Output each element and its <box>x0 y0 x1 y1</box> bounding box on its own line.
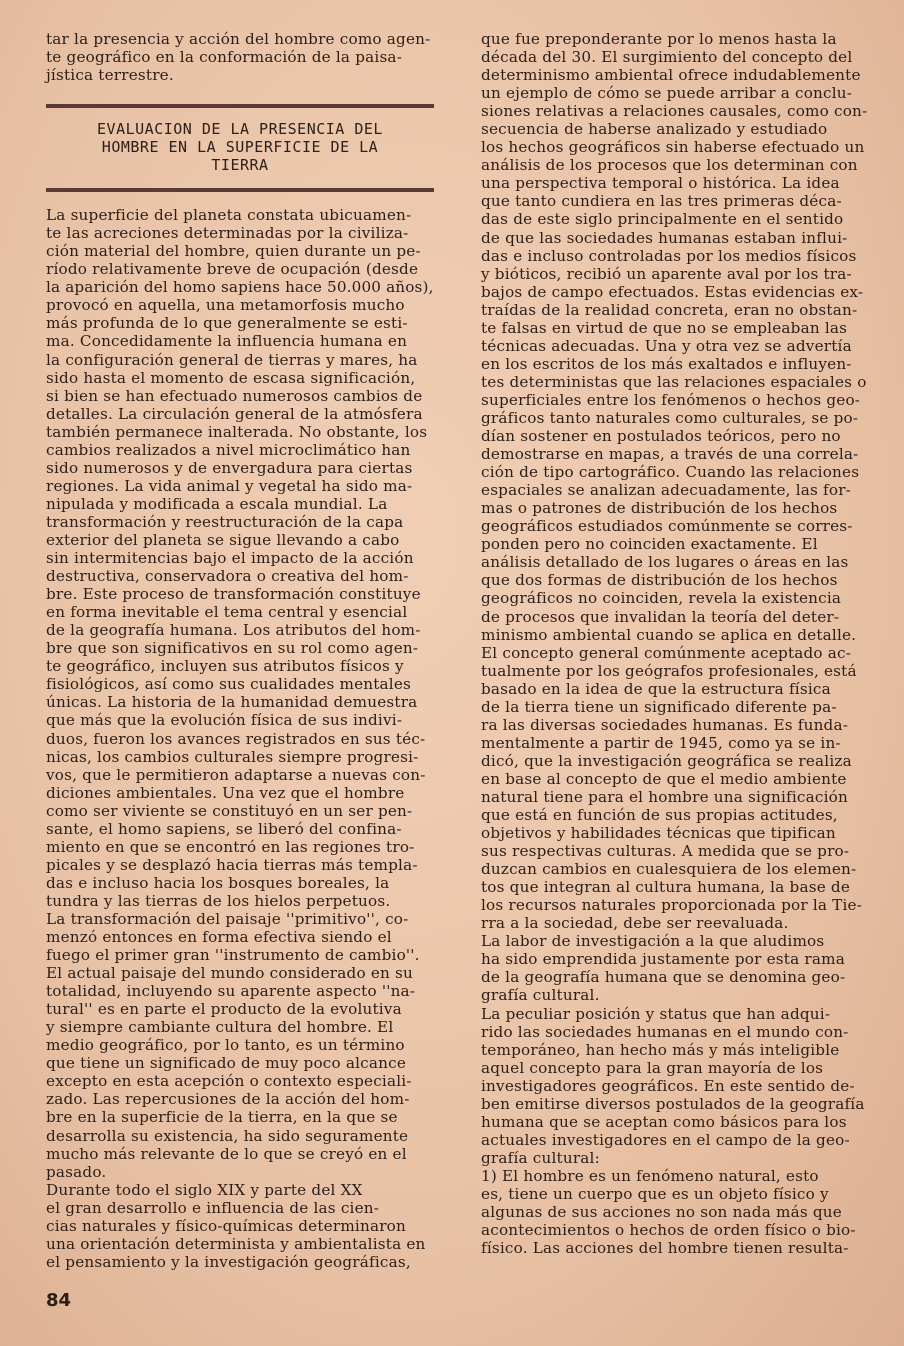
text-line: miento en que se encontró en las regiones tro- <box>46 837 415 856</box>
text-line: algunas de sus acciones no son nada más que <box>481 1203 842 1222</box>
intro-paragraph <box>46 30 434 84</box>
text-line: acontecimientos o hechos de orden físico o bio- <box>481 1221 856 1240</box>
text-line: La labor de investigación a la que aludimos <box>481 932 825 951</box>
text-line: diciones ambientales. Una vez que el hombre <box>46 783 405 802</box>
text-line: tundra y las tierras de los hielos perpetuos. <box>46 891 391 910</box>
text-line: minismo ambiental cuando se aplica en detalle. <box>481 625 857 644</box>
heading-line: TIERRA <box>211 156 269 175</box>
text-line: Durante todo el siglo XIX y parte del XX <box>46 1180 363 1199</box>
text-line: de la geografía humana. Los atributos del hom- <box>46 621 421 640</box>
text-line: actuales investigadores en el campo de la geo- <box>481 1130 850 1149</box>
page-number: 84 <box>46 1290 72 1311</box>
text-line: sin intermitencias bajo el impacto de la acción <box>46 549 414 568</box>
text-line: vos, que le permitieron adaptarse a nuevas con- <box>46 765 426 784</box>
text-line: totalidad, incluyendo su aparente aspecto ''na- <box>46 982 416 1001</box>
text-line: únicas. La historia de la humanidad demuestra <box>46 693 418 712</box>
text-line: mentalmente a partir de 1945, como ya se in- <box>481 733 841 752</box>
text-line: superficiales entre los fenómenos o hechos geo- <box>481 390 861 409</box>
text-line: ción material del hombre, quien durante un pe- <box>46 242 421 261</box>
text-line: bre. Este proceso de transformación constituye <box>46 585 421 604</box>
text-line: también permanece inalterada. No obstante, los <box>46 422 428 441</box>
text-line: sido numerosos y de envergadura para ciertas <box>46 458 413 477</box>
text-line: físico. Las acciones del hombre tienen resulta- <box>481 1239 849 1258</box>
left-body-text <box>46 206 434 1271</box>
text-line: geográficos estudiados comúnmente se corres- <box>481 517 853 536</box>
text-line: ra las diversas sociedades humanas. Es funda- <box>481 715 849 734</box>
text-line: das e incluso hacia los bosques boreales, la <box>46 873 390 892</box>
text-line: das e incluso controladas por los medios físicos <box>481 246 857 265</box>
text-line: provocó en aquella, una metamorfosis mucho <box>46 296 405 315</box>
text-line: fuego el primer gran ''instrumento de cambio''. <box>46 946 420 965</box>
text-line: de procesos que invalidan la teoría del deter- <box>481 607 840 626</box>
text-line: bre en la superficie de la tierra, en la que se <box>46 1108 398 1127</box>
text-line: que está en función de sus propias actitudes, <box>481 806 838 825</box>
text-line: La superficie del planeta constata ubicuamen- <box>46 206 412 225</box>
text-line: sus respectivas culturas. A medida que se pro- <box>481 842 850 861</box>
text-line: ríodo relativamente breve de ocupación (desde <box>46 260 419 279</box>
text-line: en los escritos de los más exaltados e influyen- <box>481 354 852 373</box>
left-column <box>46 30 434 1271</box>
text-line: das de este siglo principalmente en el sentido <box>481 210 844 229</box>
text-line: de que las sociedades humanas estaban influi- <box>481 228 848 247</box>
text-line: cias naturales y físico-químicas determinaron <box>46 1216 407 1235</box>
text-line: una orientación determinista y ambientalista en <box>46 1234 426 1253</box>
text-line: bajos de campo efectuados. Estas evidencias ex- <box>481 282 864 301</box>
text-line: temporáneo, han hecho más y más inteligible <box>481 1040 840 1059</box>
text-line: mas o patrones de distribución de los hechos <box>481 499 838 518</box>
text-line: gráficos tanto naturales como culturales, se po- <box>481 408 859 427</box>
text-line: excepto en esta acepción o contexto especiali- <box>46 1072 412 1091</box>
text-line: duos, fueron los avances registrados en sus téc- <box>46 729 426 748</box>
text-line: ponden pero no coinciden exactamente. El <box>481 535 818 554</box>
heading-line: EVALUACION DE LA PRESENCIA DEL <box>97 120 383 139</box>
text-line: transformación y reestructuración de la capa <box>46 512 404 531</box>
text-line: tar la presencia y acción del hombre como agen- <box>46 30 431 48</box>
heading-line: HOMBRE EN LA SUPERFICIE DE LA <box>101 138 379 157</box>
text-line: técnicas adecuadas. Una y otra vez se advertía <box>481 336 852 355</box>
text-line: que más que la evolución física de sus indivi- <box>46 711 403 730</box>
text-line: tural'' es en parte el producto de la evolutiva <box>46 1000 402 1019</box>
text-line: es, tiene un cuerpo que es un objeto físico y <box>481 1185 829 1203</box>
text-line: objetivos y habilidades técnicas que tipifican <box>481 824 836 843</box>
text-line: dían sostener en postulados teóricos, pero no <box>481 427 841 446</box>
text-line: traídas de la realidad concreta, eran no obstan- <box>481 300 858 319</box>
text-line: la configuración general de tierras y mares, ha <box>46 350 418 369</box>
text-line: en forma inevitable el tema central y esencial <box>46 603 408 622</box>
text-line: que tiene un significado de muy poco alcance <box>46 1054 407 1073</box>
text-line: y siempre cambiante cultura del hombre. El <box>46 1018 394 1037</box>
text-line: tos que integran al cultura humana, la base de <box>481 878 851 897</box>
text-line: pasado. <box>46 1162 107 1181</box>
text-line: ha sido emprendida justamente por esta rama <box>481 950 845 969</box>
text-line: detalles. La circulación general de la atmósfera <box>46 404 423 423</box>
text-line: los hechos geográficos sin haberse efectuado un <box>481 138 865 157</box>
text-line: cambios realizados a nivel microclimático han <box>46 440 411 459</box>
text-line: te geográfico, incluyen sus atributos físicos y <box>46 657 404 676</box>
text-line: menzó entonces en forma efectiva siendo el <box>46 928 392 947</box>
text-line: ben emitirse diversos postulados de la geografía <box>481 1094 865 1113</box>
text-line: El actual paisaje del mundo considerado en su <box>46 964 413 983</box>
text-line: una perspectiva temporal o histórica. La idea <box>481 174 840 193</box>
text-line: desarrolla su existencia, ha sido seguramente <box>46 1126 409 1145</box>
text-line: en base al concepto de que el medio ambiente <box>481 769 847 788</box>
text-line: sido hasta el momento de escasa significación, <box>46 368 416 387</box>
text-line: exterior del planeta se sigue llevando a cabo <box>46 530 400 549</box>
text-line: te las acreciones determinadas por la civiliza- <box>46 224 409 243</box>
text-line: que fue preponderante por lo menos hasta la <box>481 30 837 48</box>
text-line: que tanto cundiera en las tres primeras déca- <box>481 192 842 211</box>
text-line: El concepto general comúnmente aceptado ac- <box>481 643 852 662</box>
text-line: 1) El hombre es un fenómeno natural, esto <box>481 1166 819 1185</box>
text-line: secuencia de haberse analizado y estudiado <box>481 120 828 139</box>
text-line: nipulada y modificada a escala mundial. La <box>46 494 388 513</box>
text-line: que dos formas de distribución de los hechos <box>481 571 838 590</box>
text-line: tualmente por los geógrafos profesionales, está <box>481 661 857 680</box>
text-line: tes deterministas que las relaciones espaciales o <box>481 372 867 391</box>
text-line: duzcan cambios en cualesquiera de los elemen- <box>481 860 857 879</box>
text-line: ción de tipo cartográfico. Cuando las relaciones <box>481 463 860 482</box>
text-line: determinismo ambiental ofrece indudablemente <box>481 66 861 85</box>
text-line: el pensamiento y la investigación geográficas, <box>46 1252 411 1271</box>
text-line: fisiológicos, así como sus cualidades mentales <box>46 675 412 694</box>
text-line: un ejemplo de cómo se puede arribar a conclu- <box>481 84 853 103</box>
text-line: siones relativas a relaciones causales, como con- <box>481 102 868 121</box>
text-line: investigadores geográficos. En este sentido de- <box>481 1076 855 1095</box>
text-line: mucho más relevante de lo que se creyó en el <box>46 1144 407 1163</box>
text-line: demostrarse en mapas, a través de una correla- <box>481 445 859 464</box>
text-line: destructiva, conservadora o creativa del hom- <box>46 567 409 586</box>
text-line: si bien se han efectuado numerosos cambios de <box>46 386 423 405</box>
section-heading <box>46 120 434 174</box>
text-line: análisis de los procesos que los determinan con <box>481 156 858 175</box>
text-line: jística terrestre. <box>46 66 174 85</box>
text-line: bre que son significativos en su rol como agen- <box>46 639 419 658</box>
text-line: rra a la sociedad, debe ser reevaluada. <box>481 914 789 933</box>
text-line: rido las sociedades humanas en el mundo con- <box>481 1022 849 1041</box>
text-line: zado. Las repercusiones de la acción del hom- <box>46 1090 410 1109</box>
text-line: los recursos naturales proporcionada por la Tie- <box>481 896 863 915</box>
text-line: grafía cultural. <box>481 986 600 1005</box>
text-line: regiones. La vida animal y vegetal ha sido ma- <box>46 476 413 495</box>
text-line: geográficos no coinciden, revela la existencia <box>481 589 842 608</box>
text-line: de la tierra tiene un significado diferente pa- <box>481 697 837 716</box>
text-line: medio geográfico, por lo tanto, es un término <box>46 1036 405 1055</box>
text-line: espaciales se analizan adecuadamente, las for- <box>481 481 852 500</box>
text-line: humana que se aceptan como básicos para los <box>481 1112 847 1131</box>
text-line: más profunda de lo que generalmente se esti- <box>46 314 408 333</box>
right-body-text <box>481 30 867 1257</box>
text-line: la aparición del homo sapiens hace 50.000 años), <box>46 278 434 297</box>
text-line: La peculiar posición y status que han adqui- <box>481 1004 831 1023</box>
text-line: te falsas en virtud de que no se empleaban las <box>481 318 848 337</box>
right-column <box>481 30 867 1257</box>
text-line: La transformación del paisaje ''primitivo'', co- <box>46 909 409 928</box>
text-line: te geográfico en la conformación de la paisa- <box>46 48 403 67</box>
text-line: de la geografía humana que se denomina geo- <box>481 968 846 987</box>
text-line: natural tiene para el hombre una significación <box>481 787 848 806</box>
text-line: basado en la idea de que la estructura física <box>481 679 831 698</box>
text-line: década del 30. El surgimiento del concepto del <box>481 48 853 67</box>
text-line: aquel concepto para la gran mayoría de los <box>481 1058 824 1077</box>
text-line: como ser viviente se constituyó en un ser pen- <box>46 801 413 820</box>
text-line: dicó, que la investigación geográfica se realiza <box>481 751 852 770</box>
text-line: análisis detallado de los lugares o áreas en las <box>481 553 849 572</box>
text-line: sante, el homo sapiens, se liberó del confina- <box>46 819 402 838</box>
text-line: el gran desarrollo e influencia de las cien- <box>46 1198 380 1217</box>
text-line: nicas, los cambios culturales siempre progresi- <box>46 747 419 766</box>
text-line: y bióticos, recibió un aparente aval por los tra- <box>481 264 852 283</box>
text-line: picales y se desplazó hacia tierras más templa- <box>46 855 418 874</box>
text-line: grafía cultural: <box>481 1148 600 1167</box>
text-line: ma. Concedidamente la influencia humana en <box>46 332 408 351</box>
